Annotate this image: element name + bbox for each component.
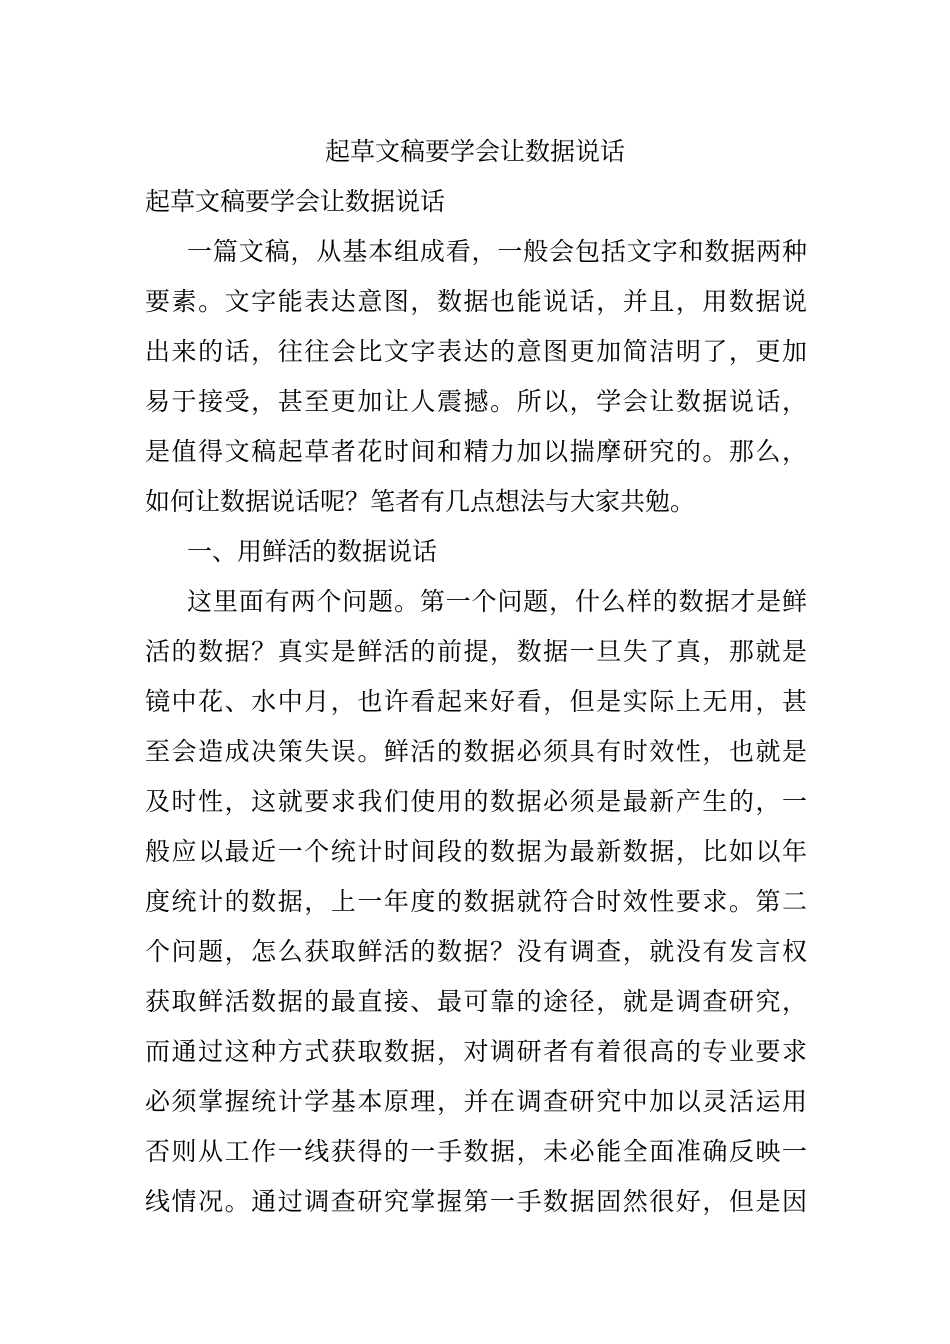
- paragraph-line: 获取鲜活数据的最直接、最可靠的途径，就是调查研究，: [145, 987, 807, 1016]
- paragraph-line: 及时性，这就要求我们使用的数据必须是最新产生的，一: [145, 787, 807, 816]
- paragraph-line: 活的数据？真实是鲜活的前提，数据一旦失了真，那就是: [145, 637, 807, 666]
- paragraph-line: 度统计的数据，上一年度的数据就符合时效性要求。第二: [145, 887, 807, 916]
- paragraph-line: 一篇文稿，从基本组成看，一般会包括文字和数据两种: [187, 237, 807, 266]
- paragraph-line: 镜中花、水中月，也许看起来好看，但是实际上无用，甚: [145, 687, 807, 716]
- paragraph-line: 至会造成决策失误。鲜活的数据必须具有时效性，也就是: [145, 737, 807, 766]
- paragraph-line: 必须掌握统计学基本原理，并在调查研究中加以灵活运用: [145, 1087, 807, 1116]
- paragraph-line: 出来的话，往往会比文字表达的意图更加简洁明了，更加: [145, 337, 807, 366]
- paragraph-line: 个问题，怎么获取鲜活的数据？没有调查，就没有发言权: [145, 937, 807, 966]
- paragraph-line: 易于接受，甚至更加让人震撼。所以，学会让数据说话，: [145, 387, 807, 416]
- paragraph-line: 否则从工作一线获得的一手数据，未必能全面准确反映一: [145, 1137, 807, 1166]
- paragraph-line: 要素。文字能表达意图，数据也能说话，并且，用数据说: [145, 287, 807, 316]
- paragraph-line: 这里面有两个问题。第一个问题，什么样的数据才是鲜: [187, 587, 807, 616]
- paragraph-line: 是值得文稿起草者花时间和精力加以揣摩研究的。那么，: [145, 437, 807, 466]
- paragraph-line: 线情况。通过调查研究掌握第一手数据固然很好，但是因: [145, 1187, 807, 1216]
- paragraph-line: 一、用鲜活的数据说话: [187, 537, 438, 566]
- document-subtitle: 起草文稿要学会让数据说话: [145, 187, 446, 216]
- paragraph-line: 如何让数据说话呢？笔者有几点想法与大家共勉。: [145, 487, 696, 516]
- document-title: 起草文稿要学会让数据说话: [324, 137, 625, 166]
- paragraph-line: 般应以最近一个统计时间段的数据为最新数据，比如以年: [145, 837, 807, 866]
- paragraph-line: 而通过这种方式获取数据，对调研者有着很高的专业要求: [145, 1037, 807, 1066]
